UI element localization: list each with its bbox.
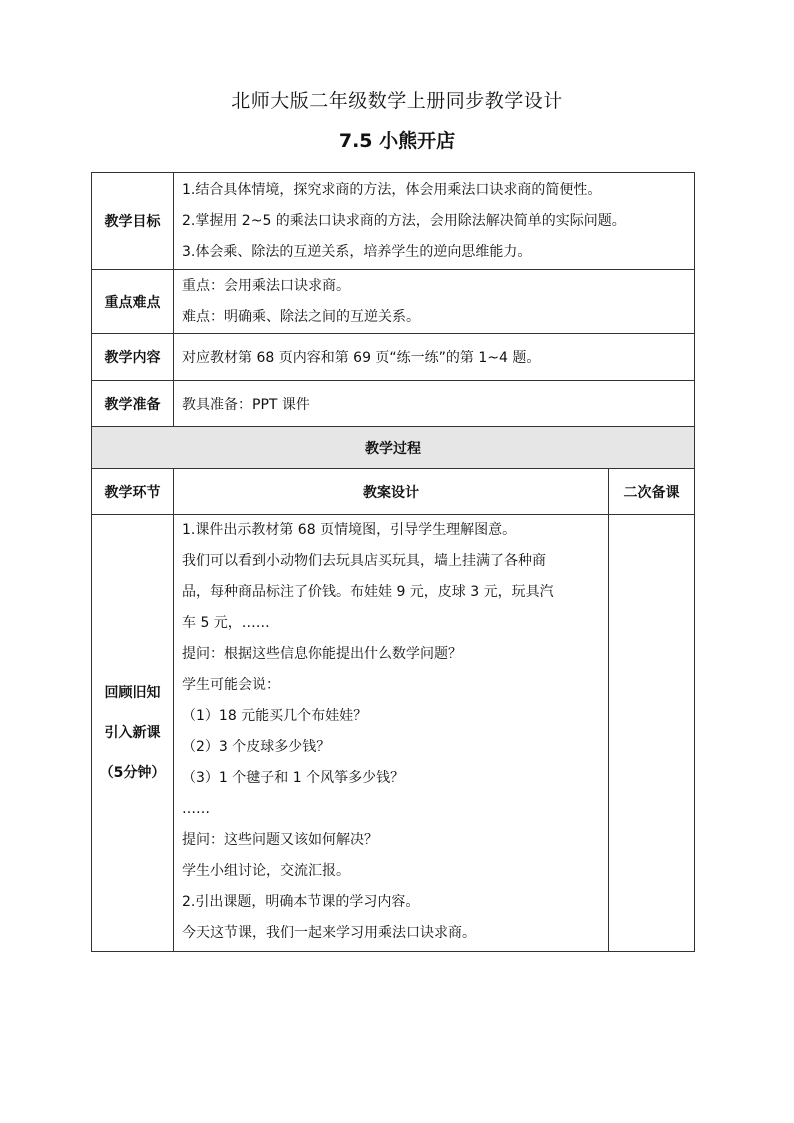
column-header-notes: 二次备课 [609, 469, 695, 515]
objectives-label: 教学目标 [92, 173, 174, 270]
column-header-stage: 教学环节 [92, 469, 174, 515]
design-line-13: 2.引出课题，明确本节课的学习内容。 [182, 894, 420, 910]
key-point-line: 重点：会用乘法口诀求商。 [182, 277, 350, 294]
key-points-row [92, 270, 695, 334]
design-line-7: （1）18 元能买几个布娃娃？ [182, 708, 368, 724]
objective-line-2: 2.掌握用 2~5 的乘法口诀求商的方法，会用除法解决简单的实际问题。 [182, 212, 626, 229]
lesson-title: 7.5 小熊开店 [338, 130, 456, 152]
objective-line-1: 1.结合具体情境，探究求商的方法，体会用乘法口诀求商的简便性。 [182, 181, 602, 198]
key-points-label: 重点难点 [92, 270, 174, 334]
content-text: 对应教材第 68 页内容和第 69 页“练一练”的第 1~4 题。 [174, 334, 695, 381]
design-line-12: 学生小组讨论，交流汇报。 [182, 863, 350, 879]
design-line-9: （3）1 个毽子和 1 个风筝多少钱？ [182, 770, 405, 786]
stage-notes-cell [609, 515, 695, 952]
process-header-row [92, 427, 695, 469]
design-line-3: 品，每种商品标注了价钱。布娃娃 9 元，皮球 3 元，玩具汽 [182, 584, 554, 600]
objective-line-3: 3.体会乘、除法的互逆关系，培养学生的逆向思维能力。 [182, 243, 532, 260]
column-header-row [92, 469, 695, 515]
design-line-5: 提问：根据这些信息你能提出什么数学问题？ [182, 646, 462, 662]
design-line-6: 学生可能会说： [182, 677, 280, 693]
design-line-14: 今天这节课，我们一起来学习用乘法口诀求商。 [182, 925, 476, 941]
preparation-row [92, 381, 695, 427]
preparation-label: 教学准备 [92, 381, 174, 427]
preparation-text: 教具准备：PPT 课件 [174, 381, 695, 427]
objectives-content [174, 173, 695, 270]
design-line-2: 我们可以看到小动物们去玩具店买玩具，墙上挂满了各种商 [182, 553, 546, 569]
stage-label-line-3: （5分钟） [99, 765, 166, 781]
key-points-content [174, 270, 695, 334]
stage-label-line-1: 回顾旧知 [104, 685, 161, 701]
difficulty-line: 难点：明确乘、除法之间的互逆关系。 [182, 308, 420, 325]
process-header: 教学过程 [92, 427, 695, 469]
design-line-4: 车 5 元，…… [182, 615, 270, 631]
design-line-1: 1.课件出示教材第 68 页情境图，引导学生理解图意。 [182, 522, 517, 538]
stage-label-line-2: 引入新课 [104, 725, 161, 741]
design-line-11: 提问：这些问题又该如何解决？ [182, 832, 378, 848]
objectives-row [92, 173, 695, 270]
content-row [92, 334, 695, 381]
stage-row [92, 515, 695, 952]
column-header-design: 教案设计 [174, 469, 609, 515]
stage-label [92, 515, 174, 952]
lesson-plan-table [91, 172, 695, 952]
design-line-8: （2）3 个皮球多少钱？ [182, 739, 331, 755]
content-label: 教学内容 [92, 334, 174, 381]
stage-design-content [174, 515, 609, 952]
design-line-10: …… [182, 801, 210, 817]
document-header-title: 北师大版二年级数学上册同步教学设计 [231, 90, 563, 112]
